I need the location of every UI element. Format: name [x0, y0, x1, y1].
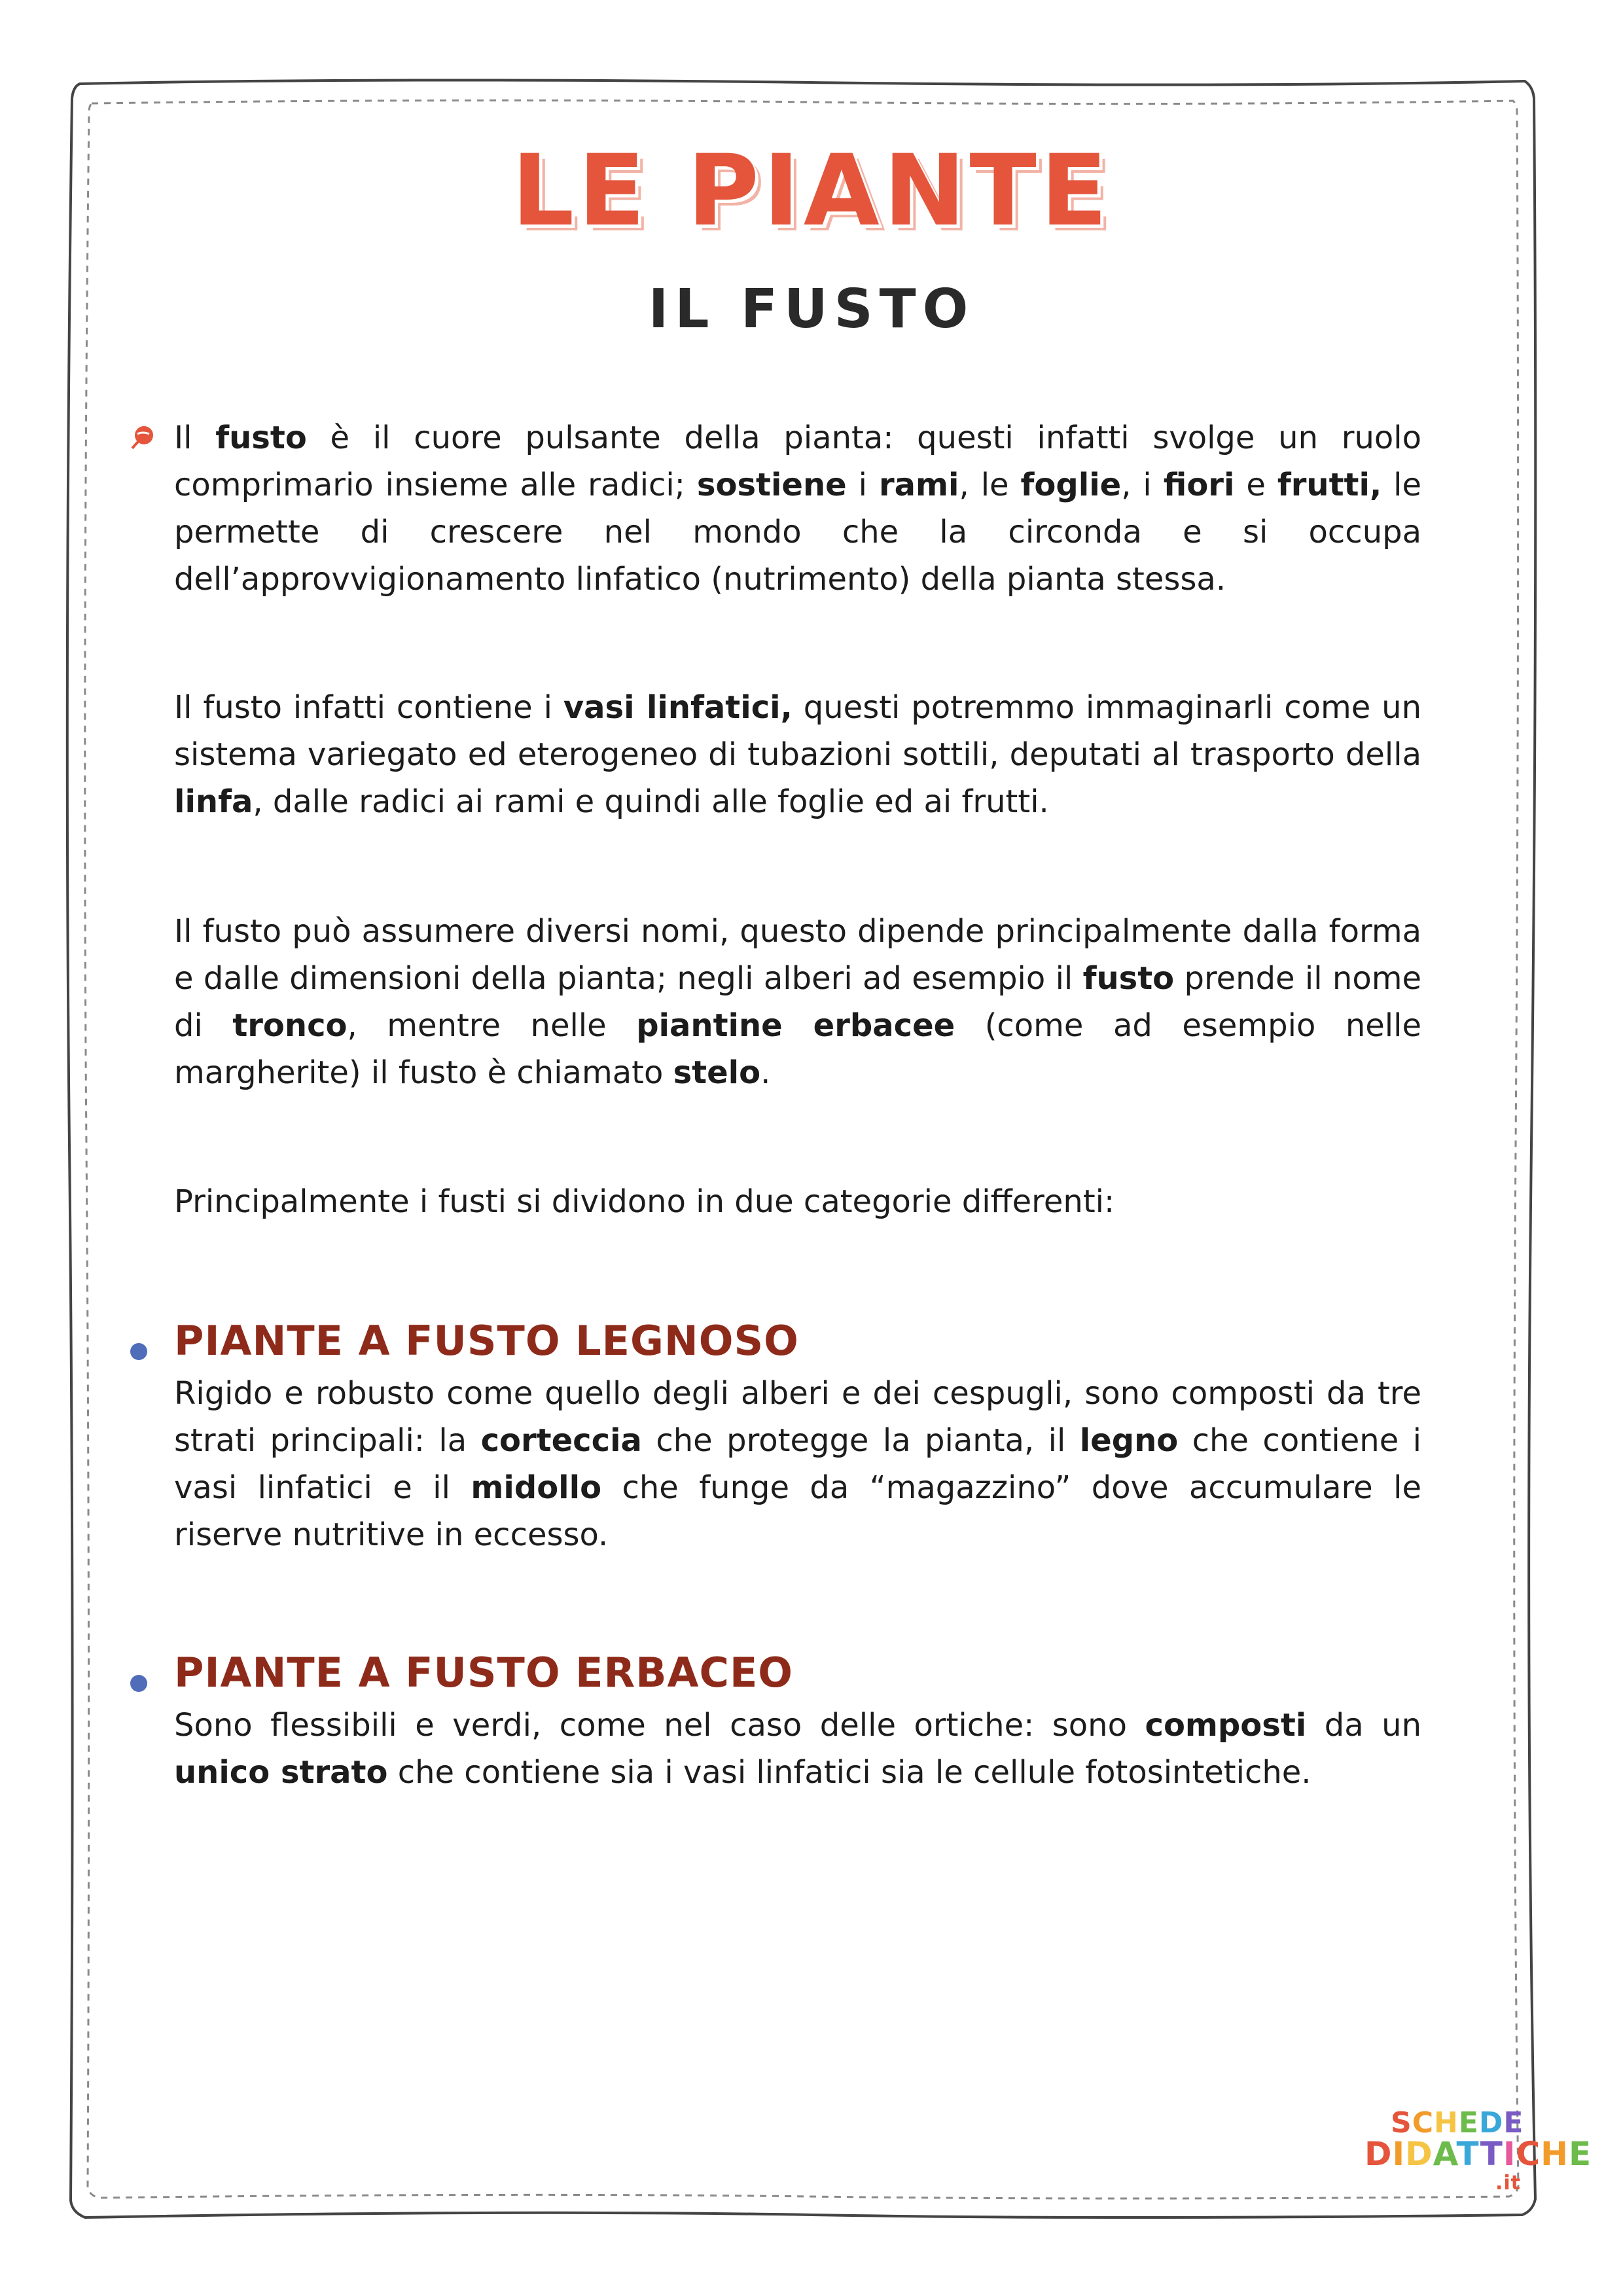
bold-term: rami — [878, 467, 959, 503]
logo-letter: S — [1391, 2106, 1412, 2140]
logo-letter: D — [1478, 2106, 1504, 2140]
logo-letter: E — [1503, 2106, 1524, 2140]
logo-suffix: .it — [1495, 2172, 1522, 2195]
logo-letter: A — [1433, 2135, 1457, 2173]
text-run: che funge da “magazzino” dove accumulare le riserve nutritive in eccesso. — [174, 1469, 1422, 1553]
intro-paragraph-4 — [174, 1178, 1421, 1225]
bold-term: linfa — [174, 783, 253, 820]
bold-term: corteccia — [480, 1422, 642, 1459]
text-run: , i — [1121, 467, 1164, 503]
text-run: che contiene sia i vasi linfatici sia le cellule fotosintetiche. — [387, 1754, 1311, 1791]
logo-letter: I — [1503, 2135, 1516, 2173]
text-run: , le — [959, 467, 1021, 503]
section-bullet-icon — [130, 1675, 147, 1692]
text-run: Il fusto può assumere diversi nomi, questo dipende principalmente dalla forma e dalle dimensioni della pianta; negli alberi ad esempio il — [174, 913, 1421, 997]
page-title: LE PIANTE — [511, 134, 1112, 248]
bold-term: piantine erbacee — [636, 1007, 955, 1044]
text-run: , mentre nelle — [347, 1007, 637, 1044]
section-title-legnoso: PIANTE A FUSTO LEGNOSO — [174, 1317, 799, 1365]
bold-term: fusto — [215, 420, 307, 456]
bold-term: frutti, — [1277, 467, 1382, 503]
section-body-erbaceo — [174, 1702, 1421, 1796]
section-title-erbaceo: PIANTE A FUSTO ERBACEO — [174, 1649, 794, 1696]
text-run: e — [1234, 467, 1277, 503]
leaf-bullet-icon — [128, 422, 158, 452]
logo-letter: I — [1392, 2135, 1406, 2173]
intro-paragraph-3 — [174, 908, 1421, 1096]
logo-letter: H — [1434, 2106, 1459, 2140]
text-run: questi potremmo immaginarli come un sistema variegato ed eterogeneo di tubazioni sottili, deputati al trasporto della — [174, 689, 1422, 773]
text-run: Sono flessibili e verdi, come nel caso delle ortiche: sono — [174, 1707, 1145, 1744]
bold-term: midollo — [471, 1469, 602, 1506]
bold-term: foglie — [1020, 467, 1122, 503]
bold-term: sostiene — [696, 467, 847, 503]
text-run: che contiene i vasi linfatici e il — [174, 1422, 1422, 1506]
bold-term: legno — [1079, 1422, 1179, 1459]
text-run: , dalle radici ai rami e quindi alle foglie ed ai frutti. — [253, 783, 1049, 820]
outer-frame-border — [67, 80, 1535, 2217]
logo-letter: E — [1569, 2135, 1592, 2173]
bold-term: composti — [1145, 1707, 1307, 1744]
logo-letter: D — [1405, 2135, 1433, 2173]
logo-letter: T — [1480, 2135, 1503, 2173]
bold-term: fusto — [1082, 960, 1175, 997]
text-run: Principalmente i fusti si dividono in due categorie differenti: — [174, 1183, 1115, 1220]
section-body-legnoso — [174, 1370, 1421, 1558]
logo-letter: C — [1516, 2135, 1541, 2173]
intro-paragraph-1 — [174, 414, 1421, 603]
logo-letter: C — [1412, 2106, 1434, 2140]
text-run: che protegge la pianta, il — [641, 1422, 1080, 1459]
text-run: Rigido e robusto come quello degli alberi e dei cespugli, sono composti da tre strati principali: la — [174, 1375, 1421, 1459]
logo-letter: T — [1456, 2135, 1480, 2173]
bold-term: stelo — [673, 1054, 761, 1091]
text-run: Il — [174, 420, 216, 456]
bold-term: fiori — [1163, 467, 1235, 503]
text-run: da un — [1306, 1707, 1421, 1744]
text-run: le permette di crescere nel mondo che la circonda e si occupa dell’approvvigionamento linfatico (nutrimento) della pianta stessa. — [174, 467, 1422, 598]
page-subtitle: IL FUSTO — [648, 278, 975, 340]
text-run: è il cuore pulsante della pianta: questi infatti svolge un ruolo comprimario insieme alle radici; — [174, 420, 1422, 503]
text-run: Il fusto infatti contiene i — [174, 689, 563, 726]
text-run: (come ad esempio nelle margherite) il fusto è chiamato — [174, 1007, 1422, 1091]
logo-letter: H — [1541, 2135, 1569, 2173]
logo-letter: D — [1364, 2135, 1393, 2173]
text-run: i — [846, 467, 879, 503]
text-run: prende il nome di — [174, 960, 1422, 1044]
text-run: . — [760, 1054, 771, 1091]
schede-didattiche-logo — [1364, 2106, 1592, 2198]
logo-line-2 — [1364, 2135, 1592, 2173]
section-bullet-icon — [130, 1343, 147, 1360]
bold-term: tronco — [232, 1007, 348, 1044]
bold-term: vasi linfatici, — [563, 689, 793, 726]
intro-paragraph-2 — [174, 684, 1421, 825]
logo-letter: E — [1458, 2106, 1479, 2140]
bold-term: unico strato — [174, 1754, 388, 1791]
